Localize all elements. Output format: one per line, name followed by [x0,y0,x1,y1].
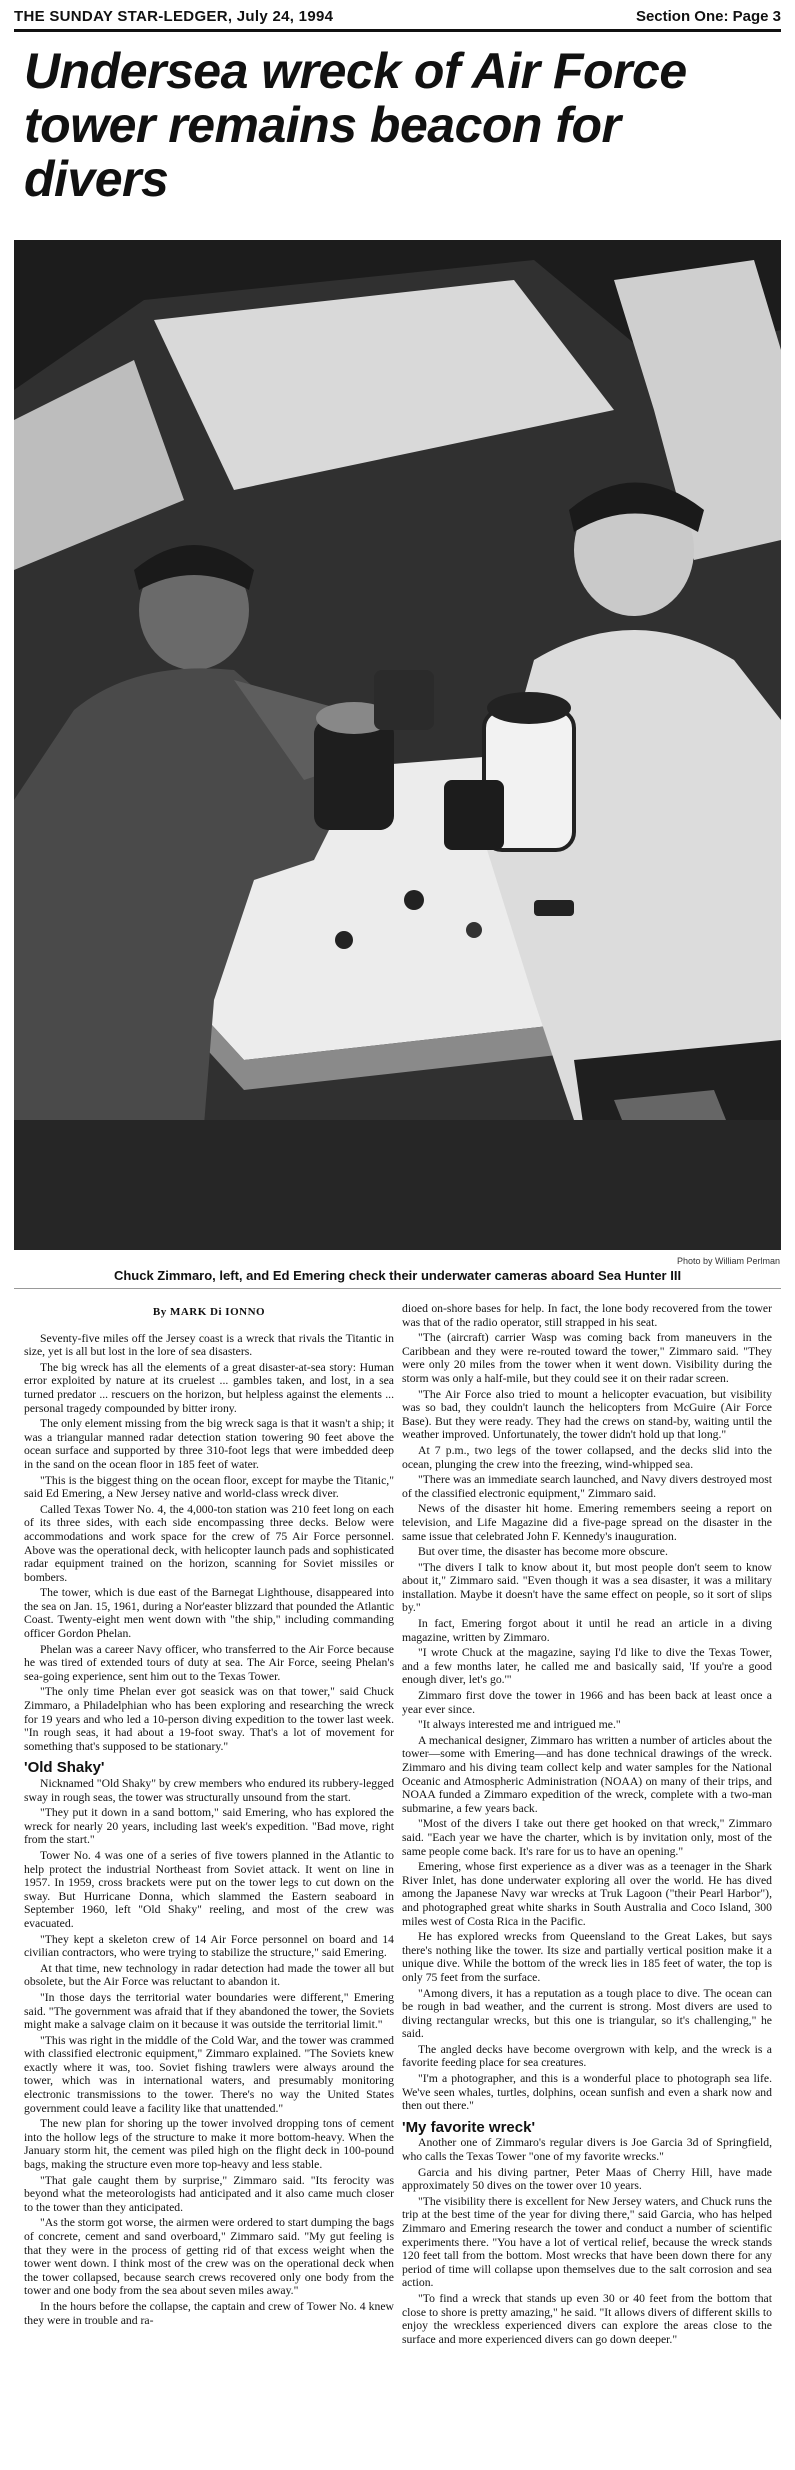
caption-divider [14,1288,781,1289]
paragraph: At 7 p.m., two legs of the tower collapsed, and the decks slid into the ocean, plunging the crew into the freezing, wind-whipped sea. [402,1443,772,1471]
paragraph: "The Air Force also tried to mount a helicopter evacuation, but visibility was so bad, they couldn't launch the helicopters from McGuire (Air Force Base). But they were ready. They had the crews on stand-by, waiting until the weather improved. Unfortunately, the tower didn't hold up that long." [402,1387,772,1442]
subhead-old-shaky: 'Old Shaky' [24,1759,105,1777]
paragraph: "In those days the territorial water boundaries were different," Emering said. "The government was afraid that if they abandoned the tower, the Soviets might make a salvage claim on it because it was outside the territorial limit." [24,1990,394,2032]
paragraph: "I wrote Chuck at the magazine, saying I'd like to dive the Texas Tower, and a few months later, he called me and basically said, 'If you're a good enough diver, let's go.'" [402,1646,772,1687]
photo-caption: Chuck Zimmaro, left, and Ed Emering check their underwater cameras aboard Sea Hunter III [113,1268,682,1283]
paragraph: "The only time Phelan ever got seasick was on that tower," said Chuck Zimmaro, a Philadelphian who has been exploring and researching the wreck for 19 years and who led a 10-person diving expedition to the tower last week. "In rough seas, it had about a 19-foot sway. That's a lot of movement for something that's supposed to be stationary." [24,1685,394,1753]
paragraph: Seventy-five miles off the Jersey coast is a wreck that rivals the Titantic in size, yet is all but lost in the lore of sea disasters. [24,1331,394,1359]
paragraph: He has explored wrecks from Queensland to the Great Lakes, but says there's nothing like the tower. Its size and partially vertical position make it a unique dive. While the bottom of the wreck lies in 185 feet of water, the top is only 75 feet from the surface. [402,1930,772,1984]
paragraph: Phelan was a career Navy officer, who transferred to the Air Force because he was tired of extended tours of duty at sea. The Air Force, seeing Phelan's sea-going experience, sent him out to the Texas Tower. [24,1642,394,1683]
paragraph: dioed on-shore bases for help. In fact, the lone body recovered from the tower was that of the radio operator, still strapped in his seat. [402,1302,772,1329]
paragraph: "This is the biggest thing on the ocean floor, except for maybe the Titanic," said Ed Emering, a New Jersey native and world-class wreck diver. [24,1473,394,1501]
paragraph: "This was right in the middle of the Cold War, and the tower was crammed with classified electronic equipment," Zimmaro explained. "The Soviets knew exactly where it was, too. Soviet fishing trawlers were always around the tower, which was in international waters, and presumably monitoring electronic transmissions to the tower. There's no way the United States government could leave a facility like that unattended." [24,2033,394,2115]
paragraph: Nicknamed "Old Shaky" by crew members who endured its rubbery-legged sway in rough seas, the tower was structurally unsound from the start. [24,1777,394,1804]
paragraph: "To find a wreck that stands up even 30 or 40 feet from the bottom that close to shore is pretty amazing," he said. "It allows divers of different skills to enjoy the wreckless experienced divers can explore the areas close to the surface and more experienced divers can go down deeper." [402,2291,772,2346]
paragraph: "I'm a photographer, and this is a wonderful place to photograph sea life. We've seen whales, turtles, dolphins, ocean sunfish and even a shark now and then out there." [402,2072,772,2113]
paragraph: News of the disaster hit home. Emering remembers seeing a report on television, and Life Magazine did a five-page spread on the disaster in the same issue that celebrated John F. Kennedy's inauguration. [402,1502,772,1543]
paragraph: "Most of the divers I take out there get hooked on that wreck," Zimmaro said. "Each year we have the charter, which is by invitation only, most of the same people come back. It's rare for us to have an opening." [402,1817,772,1858]
news-photo [14,240,781,1250]
subhead-favorite-wreck: 'My favorite wreck' [402,2118,536,2136]
paragraph: "The visibility there is excellent for New Jersey waters, and Chuck runs the trip at the best time of the year for diving there," said Garcia, who has helped Zimmaro and Emering research the tower and conduct a number of scientific experiments there. "You have a lot of vertical relief, because the wreck stands 120 feet tall from the bottom. Most wrecks that have been down there for any period of time will collapse upon themselves due to the salt corrosion and sea action. [402,2194,772,2290]
headline: Undersea wreck of Air Force tower remains beacon for divers [24,43,687,207]
paragraph: Called Texas Tower No. 4, the 4,000-ton station was 210 feet long on each of its three sides, with each side encompassing three decks. Below were accommodations and work space for the crew of 75 Air Force personnel. Above was the operational deck, with helicopter launch pads and sophisticated radar equipment trained on the horizon, scanning for Soviet missiles or bombers. [24,1502,394,1584]
paragraph: At that time, new technology in radar detection had made the tower all but obsolete, but the Air Force was reluctant to abandon it. [24,1961,394,1989]
paragraph: "The divers I talk to know about it, but most people don't seem to know about it," Zimmaro said. "Even though it was a sea disaster, it was a military installation. Maybe it doesn't have the same effect on people, so it sort of slips by." [402,1560,772,1615]
paragraph: "That gale caught them by surprise," Zimmaro said. "Its ferocity was beyond what the meteorologists had anticipated and it also came much closer to the tower than they anticipated. [24,2173,394,2214]
paragraph: "They kept a skeleton crew of 14 Air Force personnel on board and 14 civilian contractors, who were trying to stabilize the structure," said Emering. [24,1932,394,1960]
paragraph: Garcia and his diving partner, Peter Maas of Cherry Hill, have made approximately 50 dives on the tower over 10 years. [402,2165,772,2193]
article-column-left [24,1302,394,2329]
paragraph: Zimmaro first dove the tower in 1966 and has been back at least once a year ever since. [402,1689,772,1716]
masthead-section: Section One: Page 3 [635,8,781,25]
article-column-right [402,1302,772,2348]
paragraph: The big wreck has all the elements of a great disaster-at-sea story: Human error exploited by nature at its cruelest ... gambles taken, and lost, in a sea turned predator ... rescuers on the horizon, but helpless against the elements ... personal tragedy compounded by bitter irony. [24,1360,394,1415]
paragraph: The only element missing from the big wreck saga is that it wasn't a ship; it was a triangular manned radar detection station towering 90 feet above the ocean surface and supported by three 310-foot legs that were imbedded deep in the sand on the ocean floor in 185 feet of water. [24,1417,394,1471]
byline: By MARK Di IONNO [152,1306,266,1318]
paragraph: But over time, the disaster has become more obscure. [418,1545,668,1559]
paragraph: In the hours before the collapse, the captain and crew of Tower No. 4 knew they were in trouble and ra- [24,2299,394,2327]
paragraph: "They put it down in a sand bottom," said Emering, who has explored the wreck for nearly 20 years, including last week's expedition. "Bad move, right from the start." [24,1806,394,1847]
paragraph: "As the storm got worse, the airmen were ordered to start dumping the bags of concrete, cement and sand overboard," Zimmaro said. "My gut feeling is that they were in the process of getting rid of that excess weight when the tower went down. I think most of the crew was on the operational deck when the tower collapsed, because search crews recovered only one body from the tower and one body from the sea about seven miles away." [24,2216,395,2298]
paragraph: "It always interested me and intrigued me." [418,1718,621,1732]
masthead [14,6,781,32]
paragraph: A mechanical designer, Zimmaro has written a number of articles about the tower—some with Emering—and has done technical drawings of the wreck. Zimmaro and his diving team collect kelp and water samples for the National Oceanic and Atmospheric Administration (NOAA) on many of their trips, and NOAA funded a Zimmaro expedition of the wreck, complete with a two-man submarine, a few years back. [402,1733,772,1815]
paragraph: Tower No. 4 was one of a series of five towers planned in the Atlantic to help protect the industrial Northeast from Soviet attack. It went on line in 1957. In 1959, cross brackets were put on the tower legs to cut down on the sway. But Hurricane Donna, which slammed the Eastern seaboard in September 1960, left "Old Shaky" reeling, and most of the crew was evacuated. [24,1848,394,1930]
paragraph: Another one of Zimmaro's regular divers is Joe Garcia 3d of Springfield, who calls the Texas Tower "one of my favorite wrecks." [402,2136,772,2164]
paragraph: Emering, whose first experience as a diver was as a teenager in the Shark River Inlet, has done underwater exploring all over the world. He has dived among the Japanese Navy war wrecks at Truk Lagoon ("their Pearl Harbor"), and photographed great white sharks in South Australia and Coco Island, 300 miles west of Costa Rica in the Pacific. [402,1860,772,1928]
paragraph: "Among divers, it has a reputation as a tough place to dive. The ocean can be rough in bad weather, and the current is strong. Most divers are used to diving rectangular wrecks, but this one is triangular, so it's challenging," he said. [402,1986,772,2041]
photo-credit: Photo by William Perlman [676,1256,780,1266]
masthead-paper: THE SUNDAY STAR-LEDGER, July 24, 1994 [14,8,334,25]
paragraph: The new plan for shoring up the tower involved dropping tons of cement into the hollow legs of the structure to make it more bottom-heavy. When the January storm hit, the cement was piled high on the flight deck in 100-pound bags, making the structure even more top-heavy and less stable. [24,2117,394,2172]
paragraph: In fact, Emering forgot about it until he read an article in a diving magazine, written by Zimmaro. [402,1617,772,1644]
paragraph: The tower, which is due east of the Barnegat Lighthouse, disappeared into the sea on Jan. 15, 1961, during a Nor'easter blizzard that pounded the Atlantic Coast. Twenty-eight men went down with "the ship," including commanding officer Gordon Phelan. [24,1586,394,1641]
paragraph: "The (aircraft) carrier Wasp was coming back from maneuvers in the Caribbean and they were re-routed toward the tower," Zimmaro said. "They were only 20 miles from the tower when it went down. Visibility during the storm was only a half-mile, but they could see it on their radar screen. [402,1331,772,1385]
paragraph: "There was an immediate search launched, and Navy divers destroyed most of the classified electronic equipment," Zimmaro said. [402,1473,772,1500]
paragraph: The angled decks have become overgrown with kelp, and the wreck is a favorite feeding place for sea creatures. [402,2042,772,2070]
